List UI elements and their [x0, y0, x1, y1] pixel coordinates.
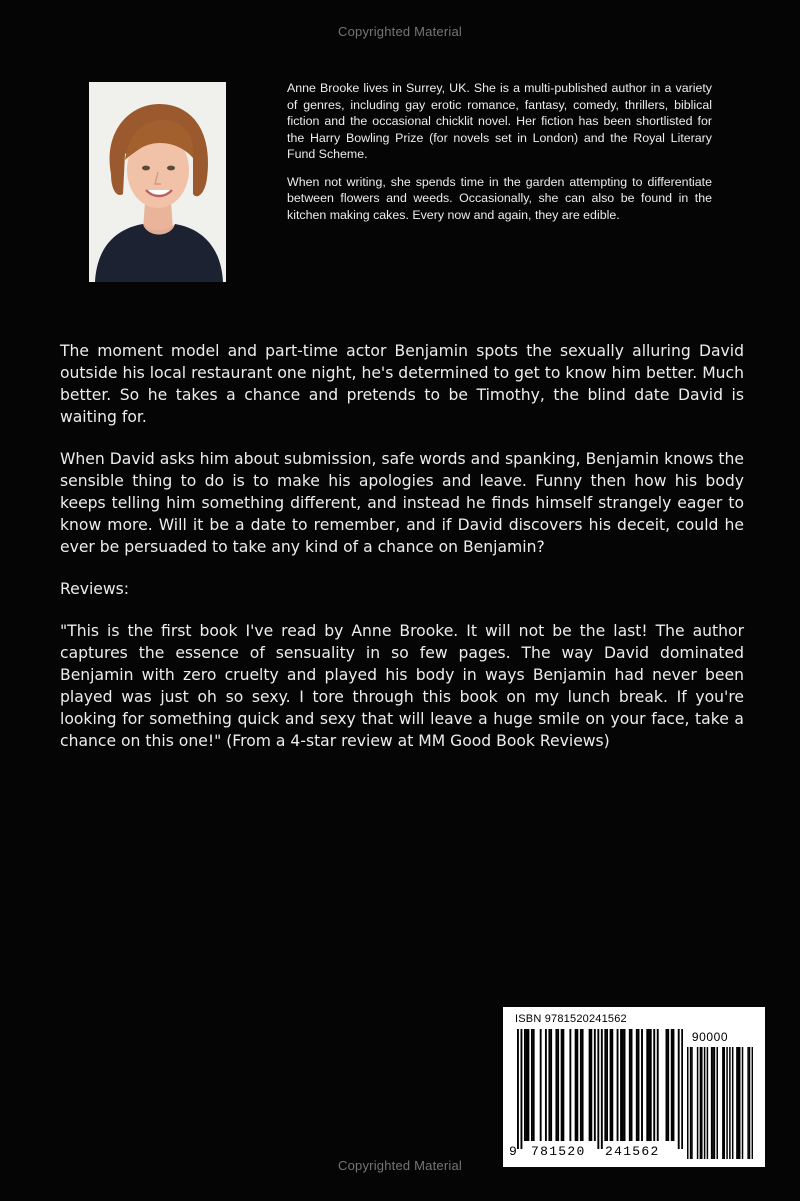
- barcode-bar: [681, 1029, 683, 1149]
- blurb-paragraph-2: When David asks him about submission, safe words and spanking, Benjamin knows the sensible thing to do is to make his apologies and leave. Funny then how his body keeps telling him something different, and instead he finds himself strangely eager to know more. Will it be a date to remember, and if David discovers his deceit, could he ever be persuaded to take any kind of a chance on Benjamin?: [60, 450, 744, 556]
- addon-bar: [697, 1047, 699, 1159]
- addon-bar: [700, 1047, 702, 1159]
- addon-bar: [716, 1047, 718, 1159]
- barcode-bar: [569, 1029, 571, 1141]
- addon-bar: [691, 1047, 693, 1159]
- copyright-watermark-top: Copyrighted Material: [338, 24, 462, 39]
- barcode-bar: [631, 1029, 633, 1141]
- addon-bar: [752, 1047, 753, 1159]
- addon-bar: [722, 1047, 724, 1159]
- barcode-bar: [550, 1029, 552, 1141]
- addon-bar: [749, 1047, 751, 1159]
- barcode-bar: [667, 1029, 669, 1141]
- barcode-bar: [597, 1029, 599, 1149]
- barcode-bar: [604, 1029, 606, 1141]
- barcode-bar: [527, 1029, 529, 1141]
- barcode-bar: [666, 1029, 668, 1141]
- addon-bar: [714, 1047, 716, 1159]
- barcode-bar: [638, 1029, 640, 1141]
- blurb-paragraph-1: The moment model and part-time actor Benjamin spots the sexually alluring David outside his local restaurant one night, he's determined to get to know him better. Much better. So he takes a chance and pretends to be Timothy, the blind date David is waiting for.: [60, 342, 744, 426]
- barcode-bar: [648, 1029, 650, 1141]
- barcode-bar: [548, 1029, 550, 1141]
- barcode-bar: [601, 1029, 603, 1149]
- author-bio-paragraph-2: When not writing, she spends time in the garden attempting to differentiate between flowers and weeds. Occasionally, she can also be found in the kitchen making cakes. Every now and again, they are edible.: [287, 174, 712, 222]
- addon-bar: [712, 1047, 714, 1159]
- addon-bar: [711, 1047, 713, 1159]
- barcode-bar: [575, 1029, 577, 1141]
- barcode-bar: [606, 1029, 608, 1141]
- addon-bar: [704, 1047, 706, 1159]
- barcode-bar: [657, 1029, 659, 1141]
- barcode-bar: [582, 1029, 584, 1141]
- barcode-digit-first: 9: [509, 1144, 519, 1159]
- addon-bar: [707, 1047, 709, 1159]
- barcode-bar: [610, 1029, 612, 1141]
- barcode-digits-right: 241562: [605, 1144, 660, 1159]
- addon-bar: [690, 1047, 692, 1159]
- barcode-bar: [650, 1029, 652, 1141]
- barcode-bar: [540, 1029, 542, 1141]
- addon-bar: [729, 1047, 731, 1159]
- barcode-bar: [580, 1029, 582, 1141]
- barcode-bar: [555, 1029, 557, 1141]
- isbn-barcode: [503, 1007, 765, 1167]
- barcode-bar: [520, 1029, 522, 1149]
- author-photo: [89, 82, 226, 282]
- barcode-bar: [531, 1029, 533, 1141]
- addon-bar: [724, 1047, 726, 1159]
- review-quote: "This is the first book I've read by Anne Brooke. It will not be the last! The author captures the essence of sensuality in so few pages. The way David dominated Benjamin with zero cruelty and played his body in ways Benjamin had never been played was just oh so sexy. I tore through this book on my lunch break. If you're looking for something quick and sexy that will leave a huge smile on your face, take a chance on this one!" (From a 4-star review at MM Good Book Reviews): [60, 622, 744, 750]
- ean13-bars: [517, 1029, 683, 1149]
- barcode-bar: [576, 1029, 578, 1141]
- barcode-bar: [594, 1029, 596, 1141]
- barcode-bar: [629, 1029, 631, 1141]
- addon-bar: [738, 1047, 740, 1159]
- barcode-bar: [620, 1029, 622, 1141]
- addon-bar: [701, 1047, 703, 1159]
- barcode-bar: [671, 1029, 673, 1141]
- barcode-digits-left: 781520: [531, 1144, 586, 1159]
- barcode-bar: [590, 1029, 592, 1141]
- barcode-bar: [636, 1029, 638, 1141]
- barcode-bar: [653, 1029, 655, 1141]
- price-addon-bars: [687, 1047, 753, 1159]
- barcode-bar: [557, 1029, 559, 1141]
- addon-bar: [687, 1047, 689, 1159]
- barcode-bar: [673, 1029, 675, 1141]
- author-bio: [287, 80, 712, 234]
- barcode-bar: [589, 1029, 591, 1141]
- author-bio-paragraph-1: Anne Brooke lives in Surrey, UK. She is a multi-published author in a variety of genres, including gay erotic romance, fantasy, comedy, thrillers, biblical fiction and the occasional chicklit novel. Her fiction has been shortlisted for the Harry Bowling Prize (for novels set in London) and the Royal Literary Fund Scheme.: [287, 81, 712, 161]
- barcode-bar: [646, 1029, 648, 1141]
- barcode-bar: [526, 1029, 528, 1141]
- reviews-heading: Reviews:: [60, 580, 130, 598]
- barcode-bar: [611, 1029, 613, 1141]
- addon-bar: [747, 1047, 749, 1159]
- addon-bar: [739, 1047, 741, 1159]
- barcode-bar: [545, 1029, 547, 1141]
- copyright-watermark-bottom: Copyrighted Material: [338, 1158, 462, 1173]
- barcode-bar: [678, 1029, 680, 1149]
- barcode-bar: [562, 1029, 564, 1141]
- barcode-bar: [533, 1029, 535, 1141]
- book-blurb: [60, 340, 744, 772]
- addon-bar: [732, 1047, 734, 1159]
- price-code: 90000: [691, 1030, 729, 1044]
- addon-bar: [742, 1047, 744, 1159]
- addon-bar: [726, 1047, 728, 1159]
- barcode-bar: [624, 1029, 626, 1141]
- isbn-label: ISBN 9781520241562: [515, 1013, 627, 1025]
- barcode-bar: [641, 1029, 643, 1141]
- barcode-bar: [524, 1029, 526, 1141]
- barcode-bar: [617, 1029, 619, 1141]
- barcode-bar: [622, 1029, 624, 1141]
- addon-bar: [736, 1047, 738, 1159]
- barcode-bar: [561, 1029, 563, 1141]
- barcode-bar: [517, 1029, 519, 1149]
